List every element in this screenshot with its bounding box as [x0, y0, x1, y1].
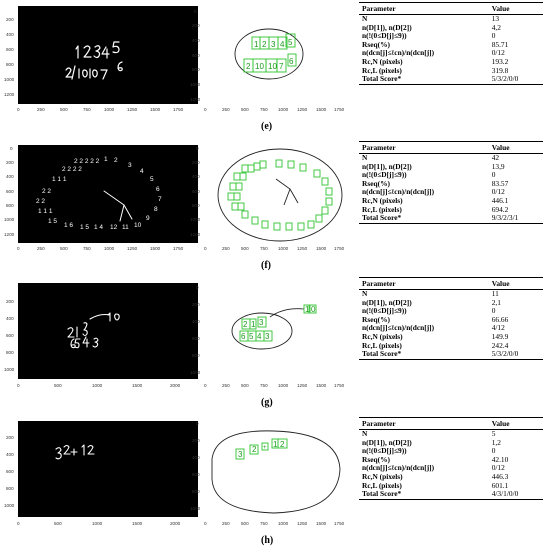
svg-text:200: 200: [6, 435, 14, 440]
caption-f: (f): [261, 260, 271, 271]
param-name: Rseq(%): [362, 314, 390, 324]
param-value: 13,9: [491, 161, 505, 171]
svg-text:1: 1: [254, 40, 259, 49]
param-name: n(D[1]), n(D[2]): [362, 297, 412, 307]
svg-text:1500: 1500: [316, 383, 327, 388]
svg-text:800: 800: [192, 489, 200, 494]
svg-text:500: 500: [60, 246, 68, 251]
table-row: [359, 214, 543, 223]
svg-text:2: 2: [246, 62, 251, 71]
panel-f: [0, 139, 546, 276]
svg-text:1 4: 1 4: [94, 224, 104, 231]
svg-text:2000: 2000: [170, 383, 181, 388]
svg-text:11: 11: [122, 224, 129, 231]
param-value: 319.8: [491, 65, 509, 75]
raw-plot-h: [4, 419, 200, 529]
svg-text:7: 7: [158, 196, 162, 203]
svg-text:2 2: 2 2: [42, 188, 52, 195]
svg-text:250: 250: [222, 383, 230, 388]
svg-text:6: 6: [156, 186, 160, 193]
raw-yticks-e: [4, 17, 15, 97]
panel-h: [0, 413, 546, 550]
svg-text:800: 800: [6, 62, 14, 67]
svg-text:800: 800: [192, 353, 200, 358]
svg-text:2: 2: [243, 320, 248, 329]
raw-plot-f: [4, 143, 200, 253]
param-name: Rc,L (pixels): [362, 204, 402, 214]
svg-text:1 1 1: 1 1 1: [38, 208, 53, 215]
svg-text:2: 2: [280, 440, 285, 449]
raw-xticks-g: [17, 383, 181, 388]
param-value: 0/12: [491, 187, 505, 197]
svg-text:0: 0: [204, 107, 207, 112]
svg-text:1000: 1000: [190, 82, 201, 87]
svg-text:2: 2: [114, 157, 118, 164]
table-header: [359, 142, 543, 154]
param-value: 4,2: [491, 22, 501, 32]
param-name: n(dcn[j]≤ℓcn)/n(dcn[j]): [362, 323, 435, 333]
param-name: Rc,L (pixels): [362, 480, 402, 490]
svg-text:3: 3: [238, 450, 243, 459]
parameter-table-f: [359, 141, 543, 224]
param-name: N: [362, 153, 368, 162]
svg-text:5: 5: [288, 38, 293, 47]
param-name: Rseq(%): [362, 454, 390, 464]
param-name: n(dcn[j]≤ℓcn)/n(dcn[j]): [362, 187, 435, 197]
param-name: Rseq(%): [362, 178, 390, 188]
svg-text:1250: 1250: [297, 246, 308, 251]
svg-text:5: 5: [249, 332, 254, 341]
svg-text:1000: 1000: [92, 521, 103, 526]
svg-text:500: 500: [241, 246, 249, 251]
raw-yticks-f: [4, 146, 15, 237]
svg-text:400: 400: [6, 174, 14, 179]
raw-drawing-g: [4, 281, 200, 391]
svg-text:600: 600: [192, 336, 200, 341]
svg-text:1750: 1750: [334, 107, 345, 112]
svg-text:1500: 1500: [150, 107, 161, 112]
param-value: 5/3/2/0/0: [489, 75, 543, 84]
svg-text:200: 200: [6, 17, 14, 22]
svg-text:8: 8: [154, 206, 158, 213]
svg-text:1: 1: [251, 320, 256, 329]
svg-text:0: 0: [204, 383, 207, 388]
table-header: [359, 418, 543, 430]
svg-text:6: 6: [289, 57, 294, 66]
svg-text:1750: 1750: [334, 246, 345, 251]
svg-text:0: 0: [17, 107, 20, 112]
svg-text:750: 750: [83, 107, 91, 112]
param-value: 0: [491, 170, 496, 180]
svg-text:1000: 1000: [104, 107, 115, 112]
svg-text:5: 5: [150, 176, 154, 183]
table-row: [359, 490, 543, 499]
param-name: Total Score*: [359, 350, 489, 359]
svg-text:1000: 1000: [278, 521, 289, 526]
param-value: 42.10: [491, 454, 509, 464]
svg-text:250: 250: [37, 107, 45, 112]
det-svg-f: [190, 143, 345, 253]
svg-text:1000: 1000: [278, 383, 289, 388]
clock-hand-det-g: [270, 309, 304, 317]
svg-text:3: 3: [128, 162, 132, 169]
svg-text:800: 800: [6, 203, 14, 208]
param-value: 0: [491, 31, 496, 41]
table-row: [359, 350, 543, 359]
svg-text:4: 4: [140, 168, 144, 175]
param-value: 446.3: [491, 471, 509, 481]
det-xticks-g: [204, 383, 345, 388]
panel-e: [0, 0, 546, 137]
svg-text:1000: 1000: [190, 370, 201, 375]
svg-text:0: 0: [196, 285, 199, 290]
param-name: Rc,N (pixels): [362, 56, 403, 66]
detection-plot-f: [190, 143, 345, 253]
raw-drawing-h: [4, 419, 200, 529]
svg-text:0: 0: [17, 246, 20, 251]
svg-text:400: 400: [6, 452, 14, 457]
table-header: [359, 278, 543, 290]
svg-text:500: 500: [54, 521, 62, 526]
param-value: 83.57: [491, 178, 509, 188]
svg-text:6: 6: [241, 332, 246, 341]
svg-text:400: 400: [192, 174, 200, 179]
svg-text:800: 800: [6, 486, 14, 491]
panel-g: [0, 277, 546, 412]
param-value: 0/12: [491, 48, 505, 58]
param-value: 0: [491, 446, 496, 456]
svg-text:0: 0: [196, 421, 199, 426]
svg-text:1500: 1500: [316, 246, 327, 251]
raw-xticks-f: [17, 246, 184, 251]
svg-text:1200: 1200: [4, 232, 15, 237]
param-value: 149.9: [491, 331, 509, 341]
param-name: n(D[1]), n(D[2]): [362, 22, 412, 32]
svg-text:400: 400: [6, 32, 14, 37]
param-value: 5: [491, 429, 496, 438]
svg-text:+: +: [263, 445, 267, 451]
svg-text:1 5: 1 5: [80, 224, 90, 231]
digit-labels-g: [241, 305, 316, 341]
param-value: 66.66: [491, 314, 509, 324]
det-xticks-e: [204, 107, 345, 112]
raw-xticks-e: [17, 107, 184, 112]
svg-text:1500: 1500: [132, 383, 143, 388]
parameter-table-h: [359, 417, 543, 500]
param-name: Rc,N (pixels): [362, 331, 403, 341]
svg-text:1250: 1250: [127, 246, 138, 251]
det-svg-e: [190, 4, 345, 114]
param-value: 4/12: [491, 323, 505, 333]
param-name: n(!(0≤D[j]≤9)): [362, 306, 407, 316]
col-parameter: Parameter: [359, 278, 489, 290]
param-name: Rc,L (pixels): [362, 65, 402, 75]
svg-text:200: 200: [192, 302, 200, 307]
param-name: N: [362, 289, 368, 298]
svg-text:1: 1: [273, 440, 278, 449]
svg-text:400: 400: [6, 316, 14, 321]
svg-text:4: 4: [257, 332, 262, 341]
param-value: 601.1: [491, 480, 509, 490]
svg-text:800: 800: [6, 350, 14, 355]
svg-text:1: 1: [104, 156, 108, 163]
svg-text:1: 1: [305, 305, 310, 314]
caption-g: (g): [261, 397, 273, 408]
param-value: 5/3/2/0/0: [489, 350, 543, 359]
svg-text:750: 750: [83, 246, 91, 251]
svg-text:1750: 1750: [173, 246, 184, 251]
svg-text:1 6: 1 6: [64, 222, 74, 229]
svg-text:600: 600: [6, 189, 14, 194]
svg-text:1500: 1500: [316, 107, 327, 112]
col-value: Value: [489, 3, 543, 15]
svg-text:600: 600: [6, 333, 14, 338]
svg-text:600: 600: [192, 189, 200, 194]
clock-hands-det-f: [276, 179, 298, 205]
table-row: [359, 75, 543, 84]
svg-text:2: 2: [252, 445, 257, 454]
param-name: N: [362, 14, 368, 23]
param-value: 1,2: [491, 437, 501, 447]
svg-text:10: 10: [255, 62, 264, 71]
svg-text:1500: 1500: [132, 521, 143, 526]
col-value: Value: [489, 418, 543, 430]
svg-text:0: 0: [204, 246, 207, 251]
digit-boxes-f: [228, 160, 332, 230]
svg-text:1 1 1: 1 1 1: [52, 176, 67, 183]
param-name: n(D[1]), n(D[2]): [362, 161, 412, 171]
svg-text:2 2 2 2 2: 2 2 2 2 2: [74, 158, 100, 165]
parameter-table-e: [359, 2, 543, 85]
svg-text:500: 500: [241, 521, 249, 526]
svg-text:2: 2: [262, 40, 267, 49]
svg-text:0: 0: [194, 9, 197, 14]
param-value: 13: [491, 14, 500, 23]
caption-e: (e): [261, 121, 273, 132]
param-value: 242.4: [491, 340, 509, 350]
param-name: N: [362, 429, 368, 438]
param-name: Rc,N (pixels): [362, 471, 403, 481]
svg-text:250: 250: [37, 246, 45, 251]
svg-text:1250: 1250: [297, 521, 308, 526]
svg-text:1000: 1000: [278, 246, 289, 251]
svg-text:1000: 1000: [4, 503, 15, 508]
raw-canvas-h: [18, 421, 198, 517]
detection-plot-e: [190, 4, 345, 114]
param-value: 193.2: [491, 56, 509, 66]
svg-text:1750: 1750: [173, 107, 184, 112]
svg-text:250: 250: [222, 521, 230, 526]
svg-text:250: 250: [222, 107, 230, 112]
svg-text:3: 3: [259, 318, 264, 327]
param-name: Rseq(%): [362, 39, 390, 49]
svg-text:1200: 1200: [190, 232, 201, 237]
svg-text:400: 400: [192, 38, 200, 43]
param-value: 694.2: [491, 204, 509, 214]
param-name: n(!(0≤D[j]≤9)): [362, 31, 407, 41]
svg-text:200: 200: [192, 438, 200, 443]
col-value: Value: [489, 142, 543, 154]
svg-text:1750: 1750: [334, 521, 345, 526]
svg-text:1000: 1000: [4, 77, 15, 82]
svg-text:9: 9: [146, 215, 150, 222]
param-name: n(!(0≤D[j]≤9)): [362, 446, 407, 456]
param-value: 42: [491, 153, 500, 162]
svg-text:600: 600: [6, 469, 14, 474]
svg-text:1000: 1000: [190, 217, 201, 222]
svg-text:1750: 1750: [334, 383, 345, 388]
svg-text:750: 750: [260, 246, 268, 251]
svg-text:1000: 1000: [4, 367, 15, 372]
param-name: n(!(0≤D[j]≤9)): [362, 170, 407, 180]
svg-text:200: 200: [6, 299, 14, 304]
svg-text:200: 200: [192, 160, 200, 165]
svg-text:10: 10: [134, 222, 142, 229]
svg-text:2000: 2000: [170, 521, 181, 526]
svg-text:0: 0: [204, 521, 207, 526]
svg-text:12: 12: [110, 224, 118, 231]
param-name: n(dcn[j]≤ℓcn)/n(dcn[j]): [362, 48, 435, 58]
svg-text:400: 400: [192, 455, 200, 460]
detection-plot-h: [190, 419, 345, 529]
param-value: 0/12: [491, 463, 505, 473]
det-xticks-h: [204, 521, 345, 526]
col-value: Value: [489, 278, 543, 290]
param-name: n(dcn[j]≤ℓcn)/n(dcn[j]): [362, 463, 435, 473]
param-name: Total Score*: [359, 214, 489, 223]
raw-plot-e: [4, 4, 200, 114]
svg-text:1000: 1000: [92, 383, 103, 388]
raw-plot-g: [4, 281, 200, 391]
svg-text:3: 3: [271, 40, 276, 49]
param-value: 2,1: [491, 297, 501, 307]
svg-text:4: 4: [280, 40, 285, 49]
raw-canvas-g: [18, 283, 198, 379]
det-xticks-f: [204, 246, 345, 251]
param-name: Total Score*: [359, 490, 489, 499]
svg-text:2 2 2 2: 2 2 2 2: [62, 166, 82, 173]
svg-text:1250: 1250: [297, 383, 308, 388]
svg-text:500: 500: [241, 107, 249, 112]
raw-canvas-e: [18, 6, 198, 104]
param-name: Rc,N (pixels): [362, 195, 403, 205]
svg-text:1000: 1000: [104, 246, 115, 251]
det-svg-h: [190, 419, 345, 529]
svg-text:1500: 1500: [316, 521, 327, 526]
svg-text:0: 0: [311, 305, 316, 314]
svg-text:0: 0: [10, 146, 13, 151]
param-value: 446.1: [491, 195, 509, 205]
svg-text:750: 750: [260, 383, 268, 388]
raw-yticks-h: [4, 435, 15, 508]
svg-text:1500: 1500: [150, 246, 161, 251]
table-header: [359, 3, 543, 15]
svg-text:500: 500: [60, 107, 68, 112]
svg-text:0: 0: [17, 521, 20, 526]
svg-text:400: 400: [192, 319, 200, 324]
raw-drawing-f: [4, 143, 200, 253]
svg-text:10: 10: [268, 62, 277, 71]
parameter-table-g: [359, 277, 543, 360]
col-parameter: Parameter: [359, 418, 489, 430]
param-value: 0: [491, 306, 496, 316]
det-svg-g: [190, 281, 345, 391]
svg-text:250: 250: [222, 246, 230, 251]
svg-text:1000: 1000: [4, 217, 15, 222]
svg-text:500: 500: [54, 383, 62, 388]
svg-text:800: 800: [192, 67, 200, 72]
svg-text:1250: 1250: [297, 107, 308, 112]
svg-text:0: 0: [17, 383, 20, 388]
param-name: Total Score*: [359, 75, 489, 84]
svg-text:7: 7: [279, 62, 284, 71]
svg-text:3: 3: [265, 332, 270, 341]
param-name: Rc,L (pixels): [362, 340, 402, 350]
svg-text:600: 600: [192, 53, 200, 58]
svg-text:1000: 1000: [190, 506, 201, 511]
svg-text:750: 750: [260, 521, 268, 526]
svg-text:500: 500: [241, 383, 249, 388]
svg-text:600: 600: [6, 47, 14, 52]
svg-text:0: 0: [196, 146, 199, 151]
svg-text:1 5: 1 5: [48, 218, 58, 225]
svg-text:1000: 1000: [278, 107, 289, 112]
svg-text:200: 200: [6, 160, 14, 165]
caption-h: (h): [261, 535, 274, 546]
svg-text:1200: 1200: [4, 92, 15, 97]
raw-yticks-g: [4, 299, 15, 372]
param-value: 11: [491, 289, 499, 298]
svg-text:600: 600: [192, 472, 200, 477]
param-value: 85.71: [491, 39, 509, 49]
detection-plot-g: [190, 281, 345, 391]
col-parameter: Parameter: [359, 142, 489, 154]
svg-text:200: 200: [192, 23, 200, 28]
raw-xticks-h: [17, 521, 181, 526]
svg-text:1250: 1250: [127, 107, 138, 112]
param-value: 4/3/1/0/0: [489, 490, 543, 499]
svg-text:2 2: 2 2: [36, 198, 46, 205]
param-name: n(D[1]), n(D[2]): [362, 437, 412, 447]
col-parameter: Parameter: [359, 3, 489, 15]
svg-text:1200: 1200: [190, 97, 201, 102]
svg-text:800: 800: [192, 203, 200, 208]
raw-drawing-e: [4, 4, 200, 114]
param-value: 9/3/2/3/1: [489, 214, 543, 223]
svg-text:750: 750: [260, 107, 268, 112]
